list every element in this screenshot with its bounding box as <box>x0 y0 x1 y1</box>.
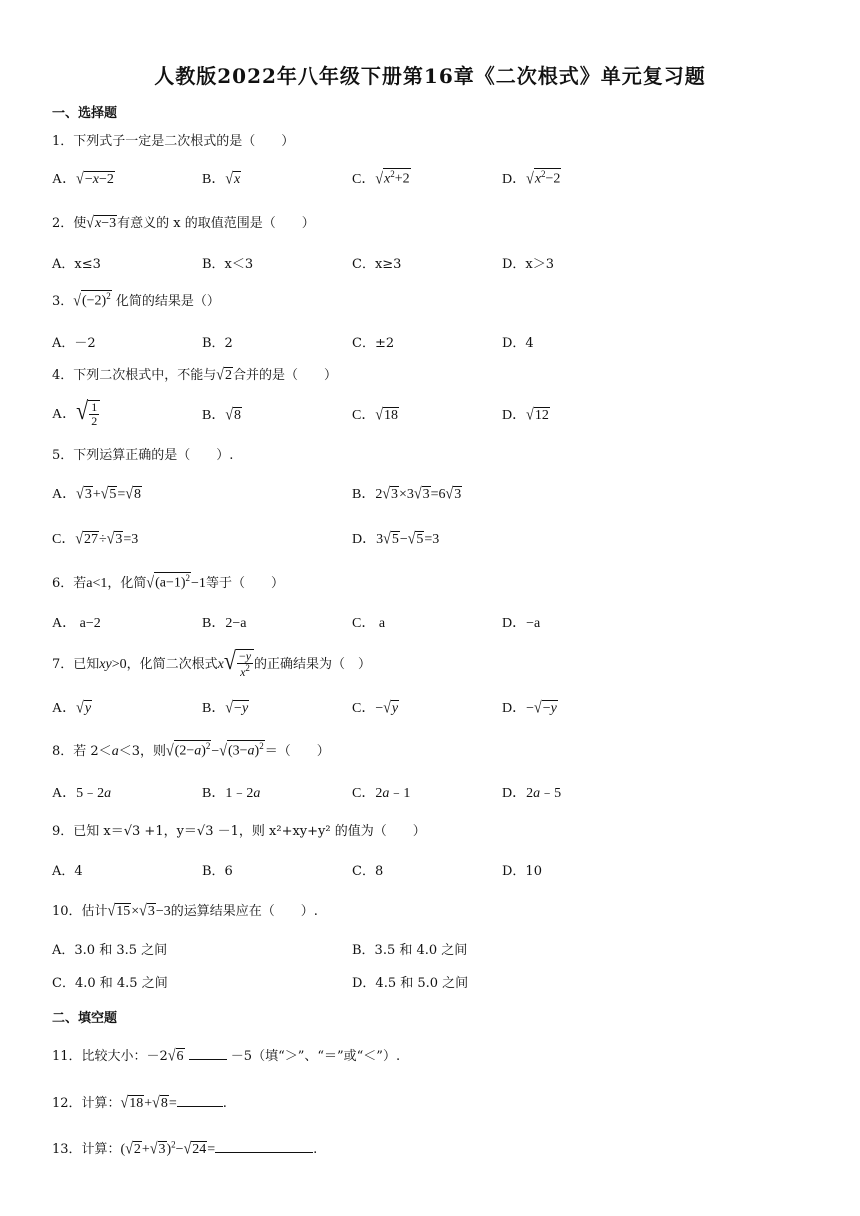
q9-option-d[interactable]: D．10 <box>502 864 542 879</box>
q1-option-c[interactable]: C．$√x^2+2$ <box>352 169 410 189</box>
q6-option-d[interactable]: D．−a <box>502 616 541 631</box>
q2-option-d[interactable]: D．x＞3 <box>502 257 555 272</box>
q8-option-a[interactable]: A．5﹣2a <box>52 786 112 801</box>
q3-option-a[interactable]: A．－2 <box>52 336 96 351</box>
q4-option-d[interactable]: D．√12 <box>502 406 549 425</box>
q10-option-b[interactable]: B．3.5 和 4.0 之间 <box>352 943 468 958</box>
q6-option-b[interactable]: B．2−a <box>202 616 247 631</box>
q3-option-b[interactable]: B．2 <box>202 336 233 351</box>
q7-option-c[interactable]: C．−√y <box>352 699 399 718</box>
q13-answer-blank[interactable] <box>215 1152 313 1153</box>
q9-option-a[interactable]: A．4 <box>52 864 83 879</box>
q5-option-a[interactable]: A．√3+√5=√8 <box>52 485 141 504</box>
q9-option-b[interactable]: B．6 <box>202 864 233 879</box>
q2-option-a[interactable]: A．x≤3 <box>52 257 101 272</box>
q8-option-d[interactable]: D．2a﹣5 <box>502 786 562 801</box>
question-12-stem: 12．计算：√18+√8= . <box>52 1094 227 1113</box>
question-3-stem: 3．$√(-2)^2$ 化简的结果是（） <box>52 291 220 311</box>
q7-option-a[interactable]: A．√y <box>52 699 92 718</box>
question-10-stem: 10．估计√15×√3−3的运算结果应在（ ）. <box>52 902 318 921</box>
q10-option-a[interactable]: A．3.0 和 3.5 之间 <box>52 943 168 958</box>
q8-option-b[interactable]: B．1﹣2a <box>202 786 261 801</box>
q1-option-b[interactable]: B．√x <box>202 170 241 189</box>
question-9-stem: 9．已知 x＝√3 +1，y＝√3 －1，则 x²+xy+y² 的值为（ ） <box>52 824 426 839</box>
q1-option-a[interactable]: A．√−x−2 <box>52 170 114 189</box>
question-5-stem: 5．下列运算正确的是（ ）. <box>52 448 234 463</box>
q2-option-b[interactable]: B．x＜3 <box>202 257 254 272</box>
q5-option-b[interactable]: B．2√3×3√3=6√3 <box>352 485 462 504</box>
q5-option-c[interactable]: C．√27÷√3=3 <box>52 530 139 549</box>
q4-option-a[interactable]: A．√ $\frac{1}{2}$ <box>52 398 100 428</box>
q12-answer-blank[interactable] <box>177 1106 223 1107</box>
q7-option-b[interactable]: B．√−y <box>202 699 249 718</box>
q10-option-c[interactable]: C．4.0 和 4.5 之间 <box>52 976 168 991</box>
q5-option-d[interactable]: D．3√5−√5=3 <box>352 530 440 549</box>
q4-option-c[interactable]: C．√18 <box>352 406 399 425</box>
q3-option-c[interactable]: C．±2 <box>352 336 395 351</box>
question-7-stem: 7．已知xy>0，化简二次根式x√ $\frac{-y}{x^2}$ 的正确结果为（ ） <box>52 646 372 680</box>
question-8-stem: 8．若 2＜a＜3，则$√(2-a)^2-√(3-a)^2=$（ ） <box>52 741 330 761</box>
q1-option-d[interactable]: D．$√x^2-2$ <box>502 169 561 189</box>
question-4-stem: 4．下列二次根式中，不能与√2合并的是（ ） <box>52 366 337 385</box>
question-6-stem: 6．若a<1，化简$√(a-1)^2-1$等于（ ） <box>52 573 284 593</box>
q7-option-d[interactable]: D．−√−y <box>502 699 557 718</box>
q6-option-c[interactable]: C． a <box>352 616 386 631</box>
page-title: 人教版2022年八年级下册第16章《二次根式》单元复习题 <box>154 64 706 88</box>
section-fill-heading: 二、填空题 <box>52 1011 118 1026</box>
q6-option-a[interactable]: A． a−2 <box>52 616 101 631</box>
question-1-stem: 1．下列式子一定是二次根式的是（ ） <box>52 134 295 149</box>
question-13-stem: 13．计算：$(√2+√3)^2-√24=$ . <box>52 1139 318 1159</box>
q11-answer-blank[interactable] <box>189 1059 227 1060</box>
q4-option-b[interactable]: B．√8 <box>202 406 242 425</box>
q10-option-d[interactable]: D．4.5 和 5.0 之间 <box>352 976 469 991</box>
q8-option-c[interactable]: C．2a﹣1 <box>352 786 411 801</box>
q3-option-d[interactable]: D．4 <box>502 336 534 351</box>
q2-option-c[interactable]: C．x≥3 <box>352 257 402 272</box>
question-2-stem: 2．使√x−3有意义的 x 的取值范围是（ ） <box>52 214 315 233</box>
q9-option-c[interactable]: C．8 <box>352 864 384 879</box>
section-choice-heading: 一、选择题 <box>52 106 118 121</box>
question-11-stem: 11．比较大小：－2√6 －5（填“＞”、“＝”或“＜”）. <box>52 1047 401 1066</box>
